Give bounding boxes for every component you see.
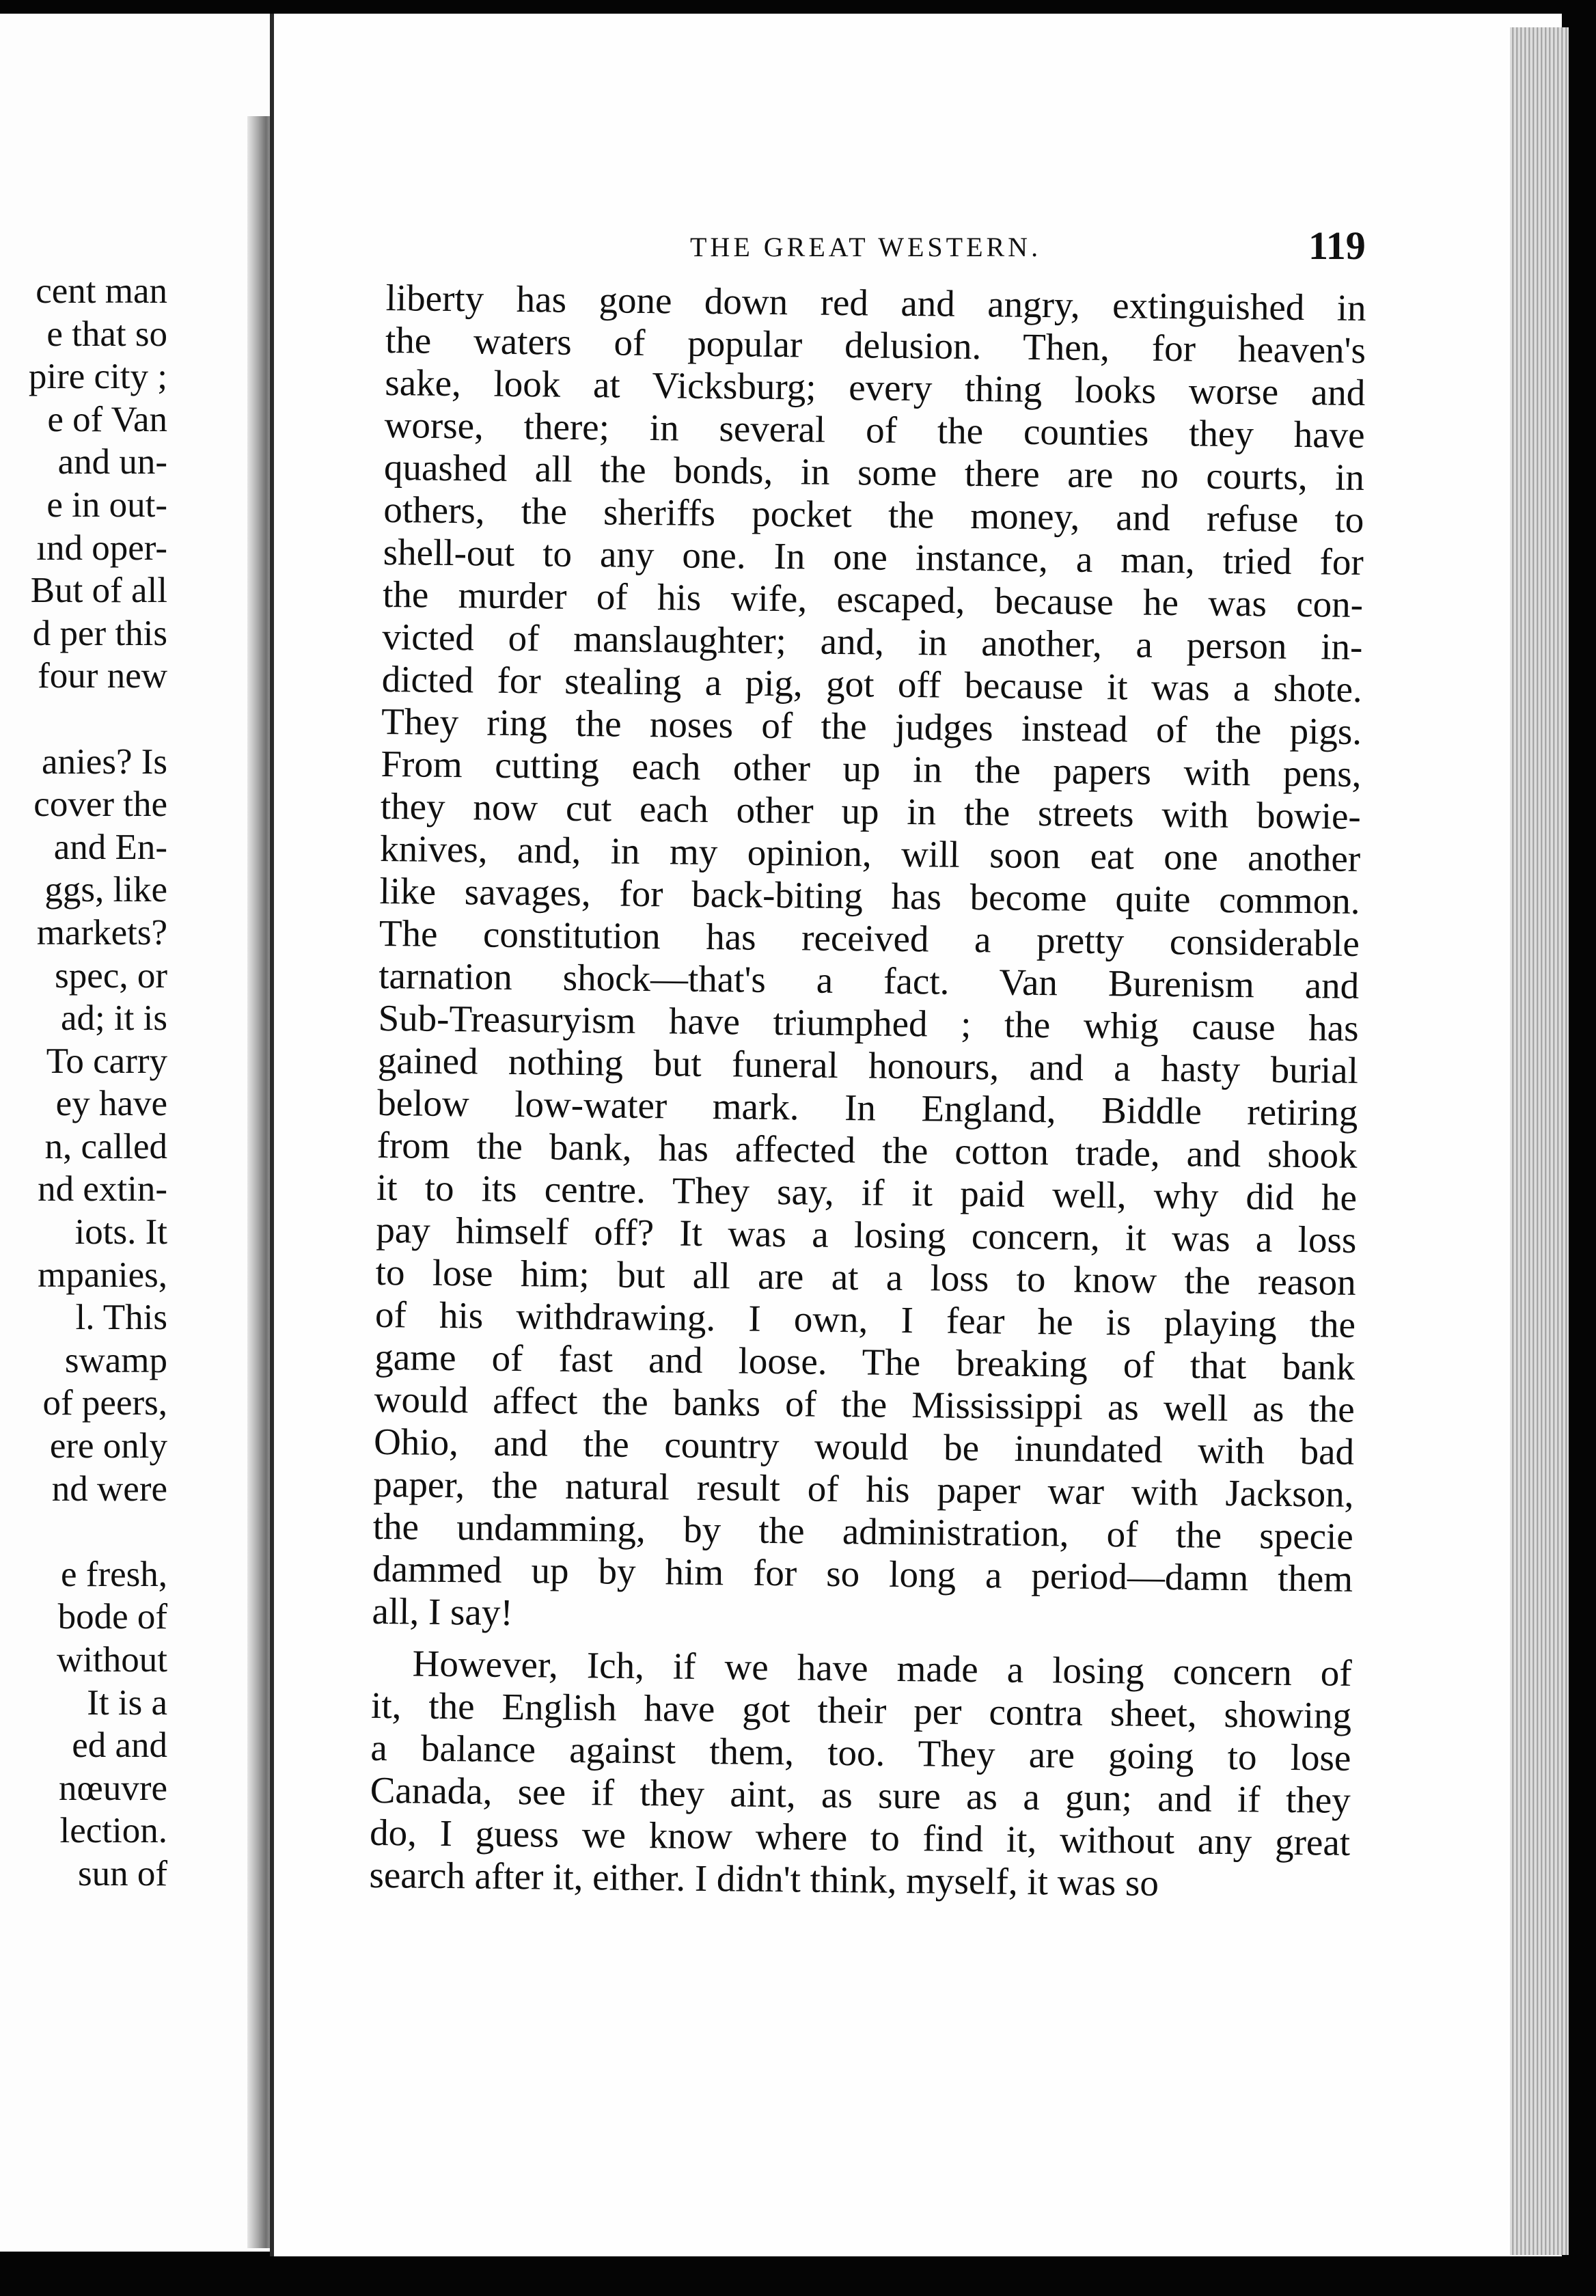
page-edges xyxy=(1510,27,1569,2255)
text-line: gained nothing but funeral honours, and a hasty burial xyxy=(377,1039,1359,1091)
text-line: However, Ich, if we have made a losing concern of xyxy=(412,1642,1352,1694)
text-line: They ring the noses of the judges instead of the pigs. xyxy=(381,700,1362,752)
text-line: dammed up by him for so long a period—damn them xyxy=(372,1547,1353,1600)
text-line: worse, there; in several of the counties they have xyxy=(384,403,1365,456)
text-line: Ohio, and the country would be inundated with bad xyxy=(373,1420,1355,1473)
left-fragment-line: spec, or xyxy=(55,955,167,996)
body-text xyxy=(369,277,1366,1906)
left-fragment-line: nd were xyxy=(51,1468,167,1509)
left-fragment-line: of peers, xyxy=(42,1383,167,1423)
text-line: quashed all the bonds, in some there are no courts, in xyxy=(383,446,1365,499)
text-line: paper, the natural result of his paper war with Jackson, xyxy=(373,1462,1354,1515)
text-line: it to its centre. They say, if it paid well, why did he xyxy=(376,1166,1358,1218)
text-line: victed of manslaughter; and, in another, a person in- xyxy=(382,615,1363,668)
left-fragment-line: four new xyxy=(38,656,167,696)
text-line: from the bank, has affected the cotton trade, and shook xyxy=(376,1123,1358,1176)
text-line: Sub-Treasuryism have triumphed ; the whig cause has xyxy=(378,996,1359,1049)
text-line: knives, and, in my opinion, will soon eat one another xyxy=(379,827,1361,879)
left-fragment-line: d per this xyxy=(32,613,167,653)
text-line: a balance against them, too. They are going to lose xyxy=(370,1726,1351,1779)
text-line: sake, look at Vicksburg; every thing looks worse and xyxy=(385,361,1366,414)
left-fragment-line: ed and xyxy=(72,1725,167,1766)
left-fragment-line: without xyxy=(57,1640,167,1680)
left-fragment-line: It is a xyxy=(87,1682,167,1723)
left-fragment-line: and un- xyxy=(57,442,167,482)
left-fragment-line: n, called xyxy=(44,1126,167,1166)
left-fragment-line: iots. It xyxy=(74,1212,167,1253)
text-line: shell-out to any one. In one instance, a man, tried for xyxy=(383,530,1364,584)
left-fragment-line: nd extin- xyxy=(38,1169,167,1210)
left-fragment-line: e fresh, xyxy=(61,1554,167,1594)
left-fragment-line: mpanies, xyxy=(38,1255,167,1295)
left-fragment-line: lection. xyxy=(59,1811,167,1851)
text-line: of his withdrawing. I own, I fear he is playing the xyxy=(374,1293,1356,1345)
text-line: do, I guess we know where to find it, without any great xyxy=(369,1811,1351,1863)
text-line: From cutting each other up in the papers with pens, xyxy=(381,742,1362,795)
text-line: The constitution has received a pretty considerable xyxy=(379,912,1360,964)
page-number: 119 xyxy=(1308,223,1366,268)
left-fragment-line: ey have xyxy=(55,1084,167,1124)
left-fragment-line: l. This xyxy=(75,1298,167,1338)
left-fragment-line: anies? Is xyxy=(42,741,167,782)
left-fragment-line: sun of xyxy=(77,1853,167,1894)
text-line: below low-water mark. In England, Biddle retiring xyxy=(377,1081,1358,1134)
left-fragment-line: cover the xyxy=(33,784,167,825)
text-line: pay himself off? It was a losing concern, it was a loss xyxy=(376,1208,1357,1261)
left-fragment-line: e of Van xyxy=(47,399,167,439)
left-fragment-line: ggs, like xyxy=(44,870,167,910)
text-line: game of fast and loose. The breaking of that bank xyxy=(374,1335,1356,1388)
left-fragment-line: swamp xyxy=(64,1340,167,1380)
text-line: the murder of his wife, escaped, because he was con- xyxy=(382,573,1364,625)
text-line: they now cut each other up in the streets with bowie- xyxy=(380,784,1362,837)
text-line: all, I say! xyxy=(372,1589,514,1634)
left-fragment-gap xyxy=(0,1510,167,1553)
text-line: search after it, either. I didn't think, myself, it was so xyxy=(369,1853,1159,1904)
text-line: others, the sheriffs pocket the money, and refuse to xyxy=(383,488,1364,541)
running-head: THE GREAT WESTERN. xyxy=(690,232,1042,262)
text-line: dicted for stealing a pig, got off because it was a shote. xyxy=(381,657,1363,710)
left-fragment-line: bode of xyxy=(57,1597,167,1637)
left-fragment-line: To carry xyxy=(46,1041,167,1081)
text-line: it, the English have got their per contra sheet, showing xyxy=(370,1684,1352,1736)
left-page-text-fragments xyxy=(0,270,167,1896)
text-line: liberty has gone down red and angry, extinguished in xyxy=(385,277,1366,329)
left-fragment-line: markets? xyxy=(36,912,167,953)
text-line: the undamming, by the administration, of the specie xyxy=(372,1505,1354,1557)
left-fragment-line: cent man xyxy=(36,271,167,311)
left-fragment-line: But of all xyxy=(30,571,167,611)
left-fragment-line: nœuvre xyxy=(59,1768,167,1808)
text-line: tarnation shock—that's a fact. Van Burenism and xyxy=(378,954,1360,1007)
text-line: Canada, see if they aint, as sure as a gun; and if they xyxy=(370,1768,1351,1821)
text-line: to lose him; but all are at a loss to know the reason xyxy=(375,1250,1356,1303)
left-fragment-line: ad; it is xyxy=(60,998,167,1039)
left-fragment-line: pire city ; xyxy=(28,357,167,397)
left-fragment-line: e in out- xyxy=(46,484,167,525)
text-line: would affect the banks of the Mississippi as well as the xyxy=(374,1378,1356,1430)
text-line: like savages, for back-biting has become quite common. xyxy=(379,869,1360,922)
left-fragment-line: e that so xyxy=(46,314,167,354)
left-fragment-gap xyxy=(0,698,167,741)
text-line: the waters of popular delusion. Then, for heaven's xyxy=(385,318,1366,372)
left-fragment-line: ere only xyxy=(49,1426,167,1466)
left-fragment-line: and En- xyxy=(53,827,167,867)
left-fragment-line: ınd oper- xyxy=(36,528,167,568)
